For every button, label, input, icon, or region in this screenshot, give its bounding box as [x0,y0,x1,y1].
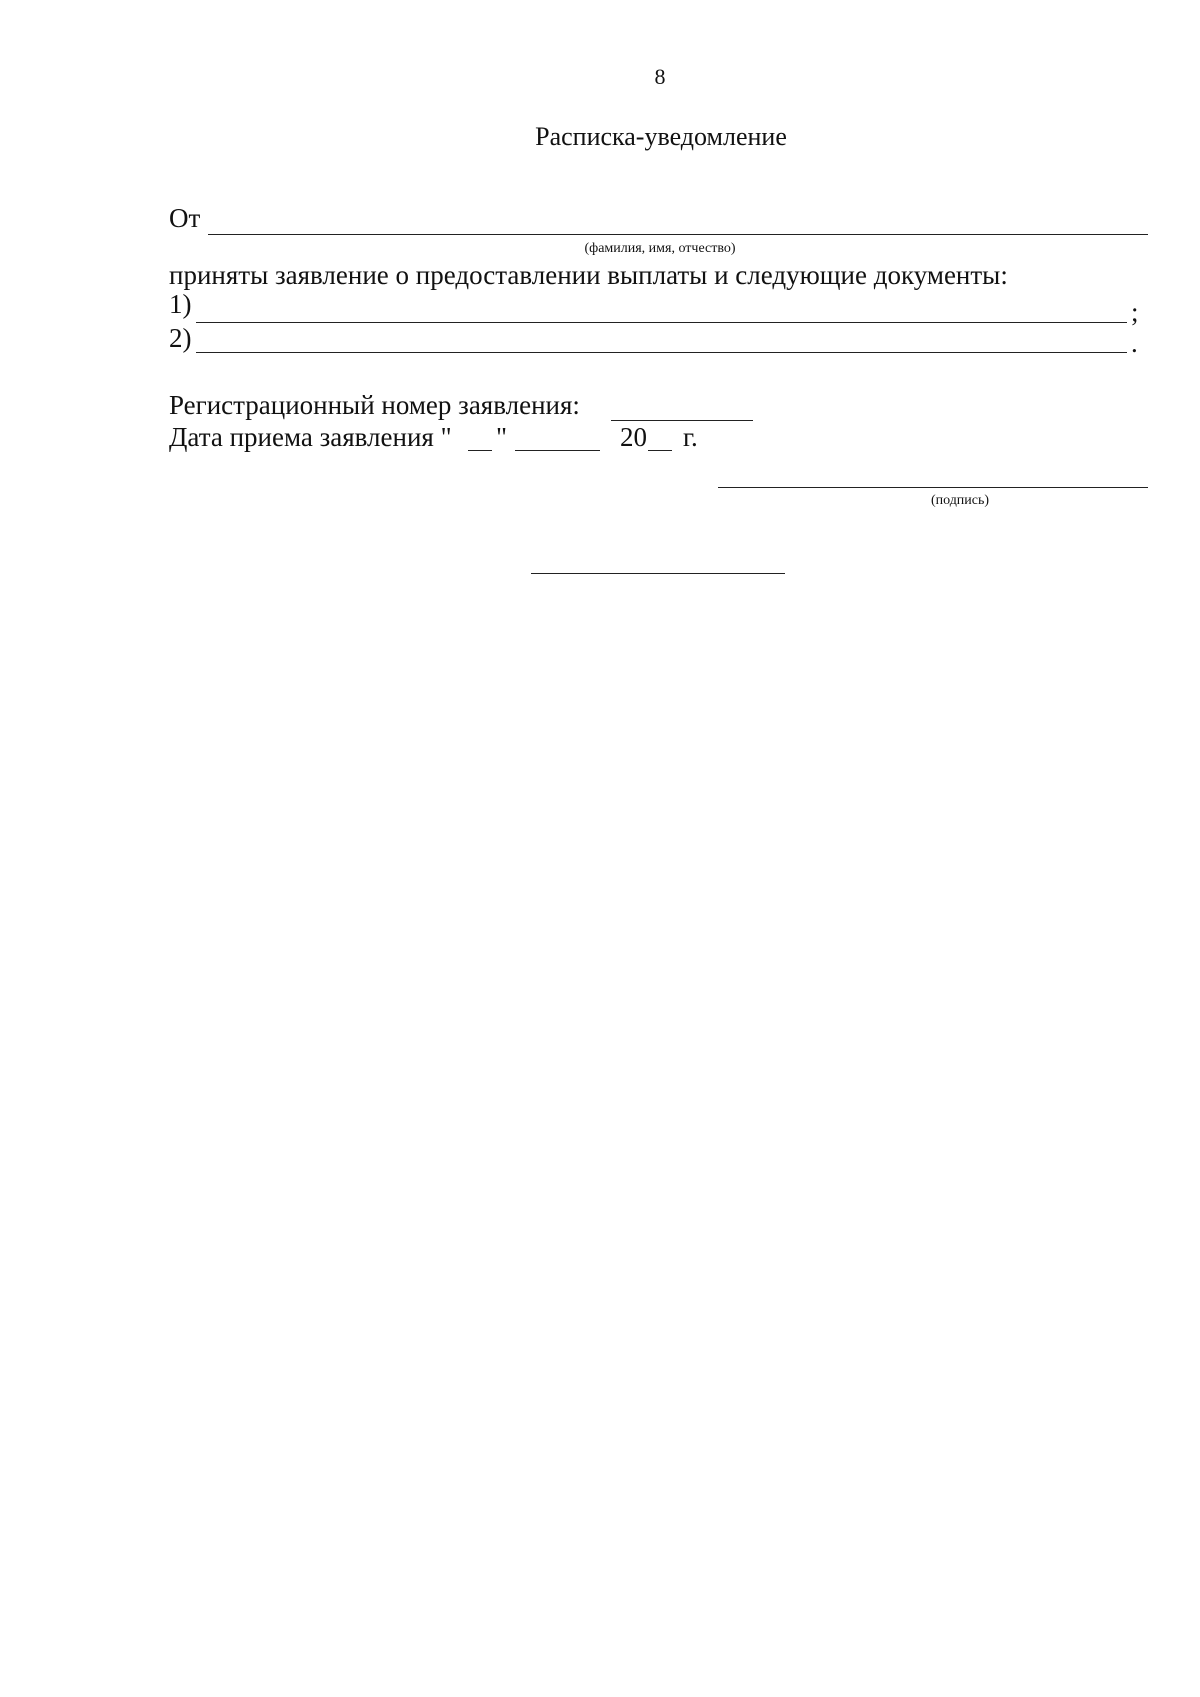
accepted-text: приняты заявление о предоставлении выплаты и следующие документы: [169,260,1008,290]
document-1-field[interactable] [196,322,1127,323]
from-caption: (фамилия, имя, отчество) [584,241,736,256]
page-number: 8 [654,64,666,89]
document-2-end: . [1131,328,1138,358]
document-1-number: 1) [169,289,192,319]
date-year-suffix: г. [683,422,698,452]
document-2-field[interactable] [196,352,1127,353]
date-year-field[interactable] [648,450,672,451]
from-label: От [169,203,201,233]
date-quote-close: " [496,422,508,452]
from-name-field[interactable] [208,234,1148,235]
document-1-end: ; [1131,297,1139,327]
end-divider [531,573,785,574]
date-label: Дата приема заявления " [169,422,452,452]
registration-number-field[interactable] [611,420,753,421]
signature-caption: (подпись) [930,493,990,508]
signature-field[interactable] [718,487,1148,488]
document-title: Расписка-уведомление [535,122,787,151]
date-year-prefix: 20 [620,422,647,452]
registration-label: Регистрационный номер заявления: [169,390,580,420]
document-2-number: 2) [169,323,192,353]
date-day-field[interactable] [468,450,492,451]
date-month-field[interactable] [515,450,600,451]
